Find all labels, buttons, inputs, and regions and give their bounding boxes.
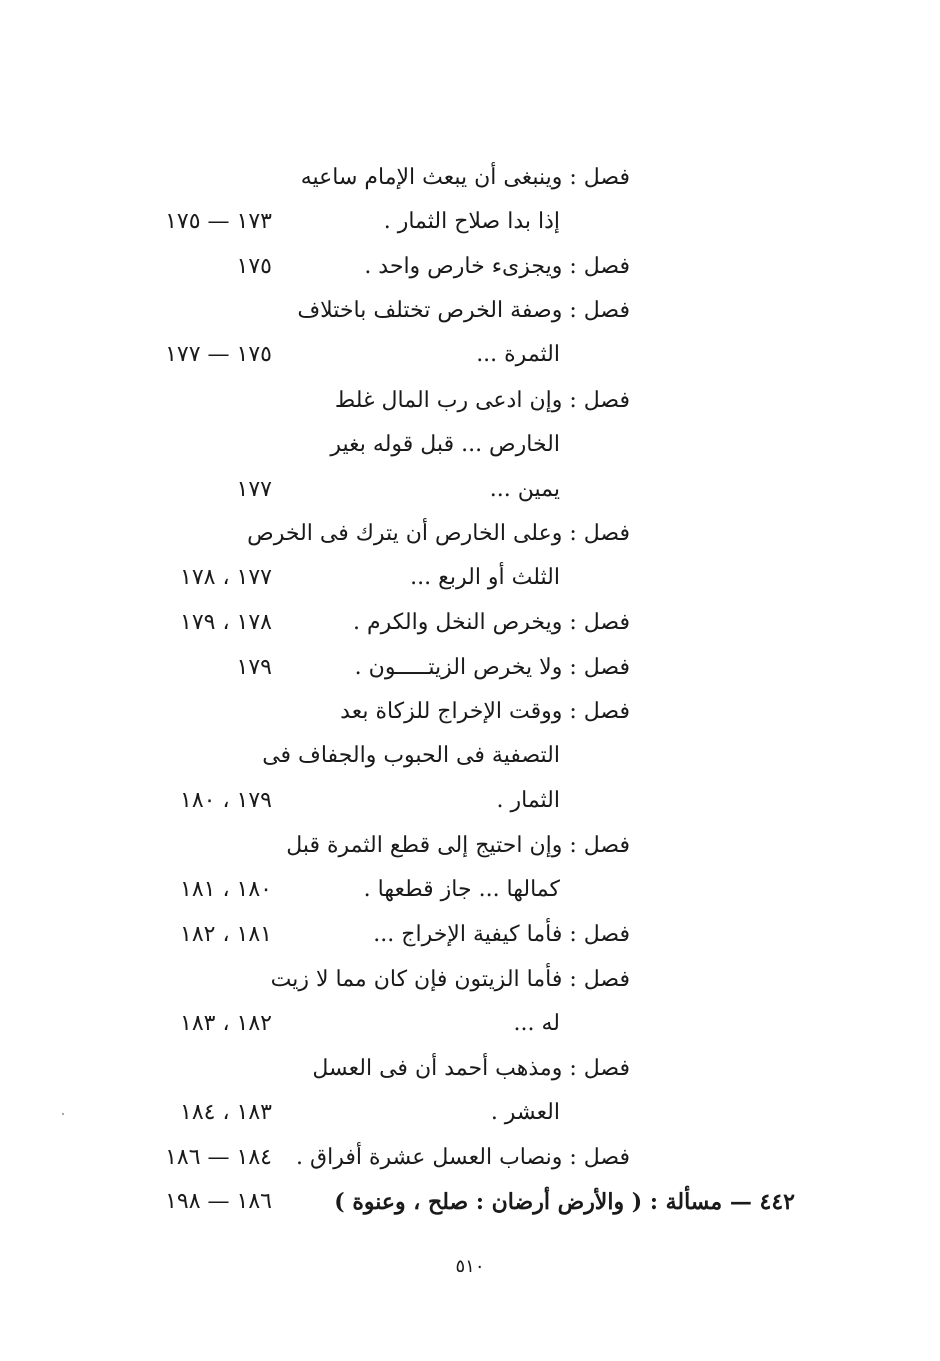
scan-speck bbox=[62, 1113, 64, 1115]
page-reference: ١٨٣ ، ١٨٤ bbox=[180, 1100, 272, 1125]
entry-heading-line: فصل : ويجزىء خارص واحد . bbox=[364, 254, 630, 279]
entry-heading-line: فصل : وعلى الخارص أن يترك فى الخرص bbox=[247, 521, 630, 546]
page-reference: ١٧٩ bbox=[236, 655, 272, 680]
entry-heading-line: فصل : وينبغى أن يبعث الإمام ساعيه bbox=[300, 165, 630, 190]
page-reference: ١٧٣ — ١٧٥ bbox=[165, 209, 272, 234]
page-reference: ١٧٥ — ١٧٧ bbox=[165, 342, 272, 367]
entry-heading-line: فصل : فأما كيفية الإخراج ... bbox=[373, 922, 630, 947]
page-reference: ١٧٨ ، ١٧٩ bbox=[180, 610, 272, 635]
entry-heading-line: فصل : ويخرص النخل والكرم . bbox=[353, 610, 630, 635]
entry-heading-line: فصل : وإن ادعى رب المال غلط bbox=[334, 388, 630, 413]
entry-continuation-line: التصفية فى الحبوب والجفاف فى bbox=[262, 743, 560, 768]
page-reference: ١٨٤ — ١٨٦ bbox=[165, 1145, 272, 1170]
entry-continuation-line: الثمار . bbox=[496, 788, 560, 813]
entry-heading-line: فصل : ومذهب أحمد أن فى العسل bbox=[312, 1056, 630, 1081]
page-reference: ١٨١ ، ١٨٢ bbox=[180, 922, 272, 947]
entry-continuation-line: الثمرة ... bbox=[476, 342, 560, 367]
issue-heading-line: ٤٤٢ — مسألة : ( والأرض أرضان : صلح ، وعنوة ) bbox=[334, 1189, 795, 1215]
entry-heading-line: فصل : ونصاب العسل عشرة أفراق . bbox=[296, 1145, 630, 1170]
entry-continuation-line: العشر . bbox=[490, 1100, 560, 1125]
page-reference: ١٨٦ — ١٩٨ bbox=[165, 1189, 272, 1214]
page-reference: ١٨٢ ، ١٨٣ bbox=[180, 1011, 272, 1036]
entry-heading-line: فصل : فأما الزيتون فإن كان مما لا زيت bbox=[270, 967, 630, 992]
entry-continuation-line: الخارص ... قبل قوله بغير bbox=[330, 432, 560, 457]
entry-heading-line: فصل : ولا يخرص الزيتـــــون . bbox=[354, 655, 630, 680]
page-reference: ١٧٧ ، ١٧٨ bbox=[180, 565, 272, 590]
entry-heading-line: فصل : ووقت الإخراج للزكاة بعد bbox=[340, 699, 630, 724]
page-reference: ١٧٩ ، ١٨٠ bbox=[180, 788, 272, 813]
entry-heading-line: فصل : وإن احتيج إلى قطع الثمرة قبل bbox=[286, 833, 630, 858]
entry-continuation-line: يمين ... bbox=[489, 477, 560, 502]
entry-continuation-line: الثلث أو الربع ... bbox=[410, 565, 560, 590]
entry-continuation-line: كمالها ... جاز قطعها . bbox=[363, 877, 560, 902]
entry-heading-line: فصل : وصفة الخرص تختلف باختلاف bbox=[297, 298, 630, 323]
page-reference: ١٧٧ bbox=[236, 477, 272, 502]
page-reference: ١٨٠ ، ١٨١ bbox=[180, 877, 272, 902]
entry-continuation-line: إذا بدا صلاح الثمار . bbox=[383, 209, 560, 234]
page-reference: ١٧٥ bbox=[236, 254, 272, 279]
entry-continuation-line: له ... bbox=[513, 1011, 560, 1036]
page-number: ٥١٠ bbox=[455, 1256, 485, 1277]
